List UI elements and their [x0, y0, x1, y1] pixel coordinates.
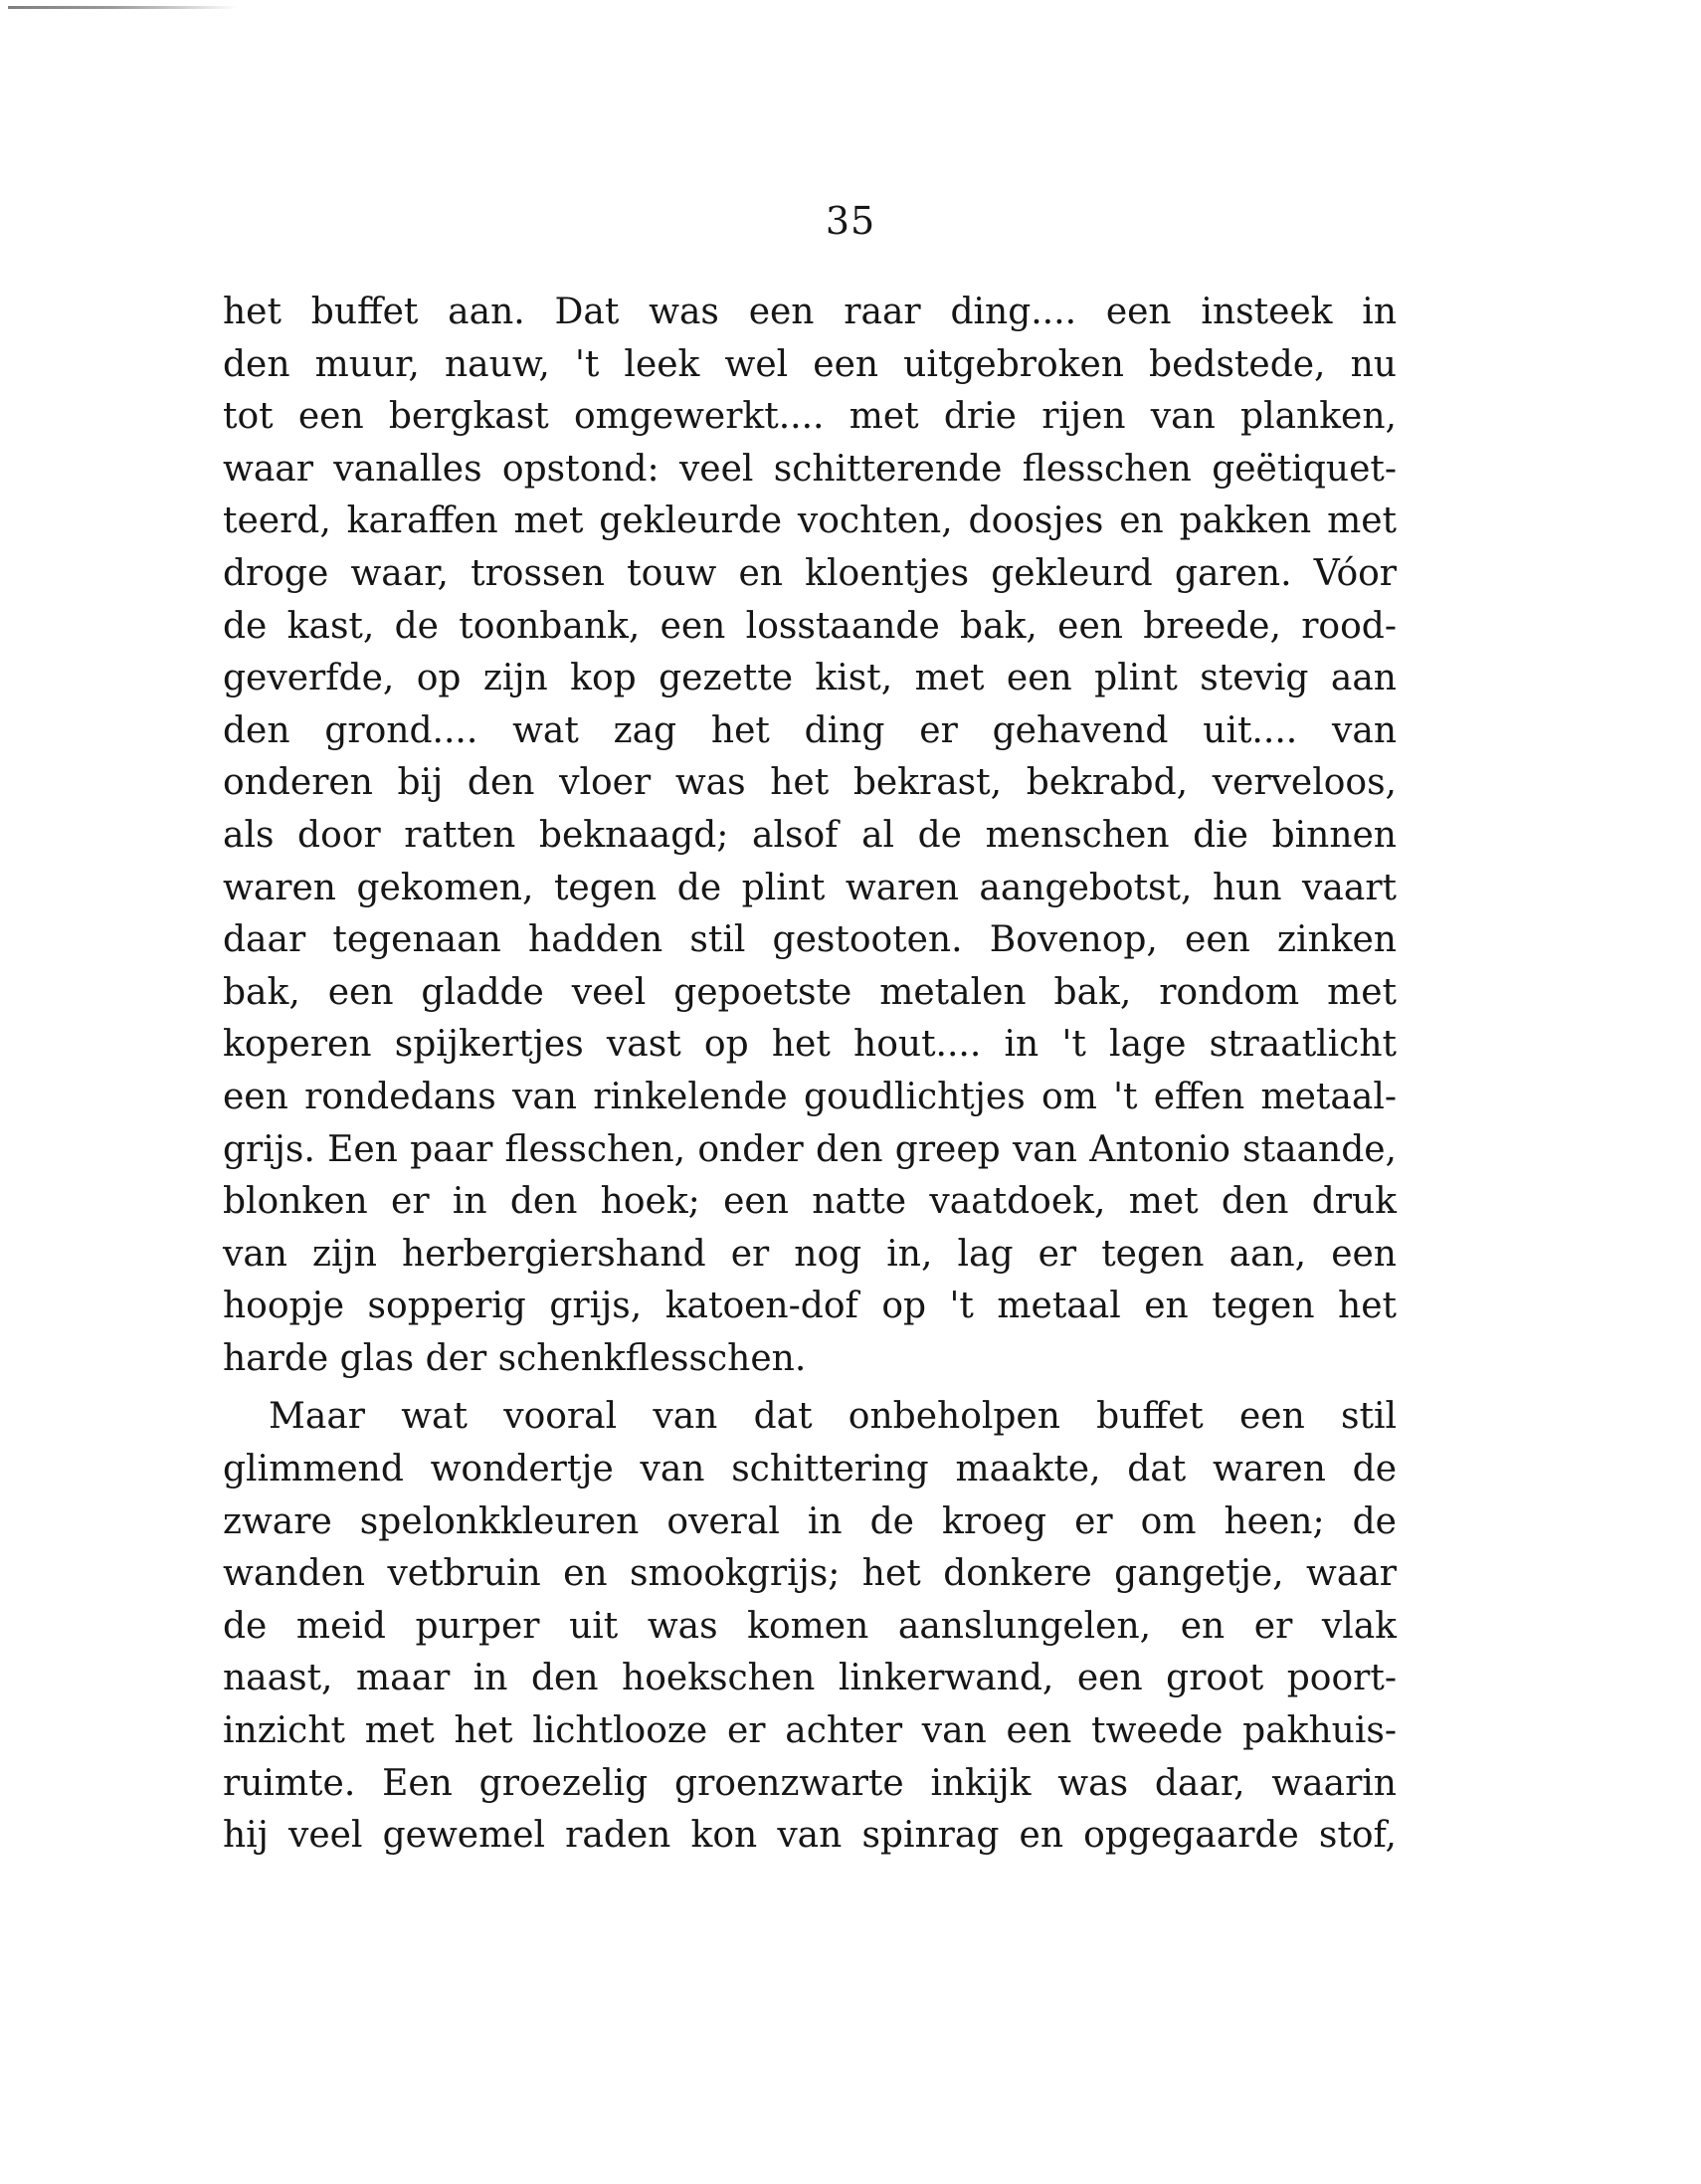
scan-edge-mark [8, 6, 237, 9]
body-text [223, 287, 1397, 1863]
text-line: inzicht met het lichtlooze er achter van een tweede pakhuis- [223, 1710, 1397, 1752]
text-line: bak, een gladde veel gepoetste metalen bak, rondom met [223, 971, 1397, 1013]
text-line: de meid purper uit was komen aanslungelen, en er vlak [223, 1605, 1397, 1647]
text-line: blonken er in den hoek; een natte vaatdoek, met den druk [223, 1181, 1397, 1223]
text-line: als door ratten beknaagd; alsof al de menschen die binnen [223, 814, 1397, 856]
text-line: ruimte. Een groezelig groenzwarte inkijk was daar, waarin [223, 1762, 1397, 1804]
text-line: onderen bij den vloer was het bekrast, bekrabd, verveloos, [223, 762, 1397, 804]
text-line: droge waar, trossen touw en kloentjes gekleurd garen. Vóor [223, 552, 1397, 594]
paragraph-1 [223, 287, 1397, 1385]
text-line: naast, maar in den hoekschen linkerwand, een groot poort- [223, 1658, 1397, 1699]
text-line: van zijn herbergiershand er nog in, lag er tegen aan, een [223, 1233, 1397, 1275]
text-line: glimmend wondertje van schittering maakte, dat waren de [223, 1449, 1397, 1490]
paragraph-2 [223, 1391, 1397, 1862]
text-line: de kast, de toonbank, een losstaande bak, een breede, rood- [223, 605, 1397, 647]
text-line: Maar wat vooral van dat onbeholpen buffet een stil [269, 1396, 1397, 1438]
text-line: tot een bergkast omgewerkt.... met drie rijen van planken, [223, 396, 1397, 438]
text-line: geverfde, op zijn kop gezette kist, met een plint stevig aan [223, 658, 1397, 699]
text-line: koperen spijkertjes vast op het hout.... in 't lage straatlicht [223, 1024, 1397, 1066]
text-line: hoopje sopperig grijs, katoen-dof op 't metaal en tegen het [223, 1286, 1397, 1327]
text-line: hij veel gewemel raden kon van spinrag en opgegaarde stof, [223, 1815, 1397, 1857]
page-number: 35 [825, 199, 876, 243]
text-line: zware spelonkkleuren overal in de kroeg er om heen; de [223, 1500, 1397, 1542]
text-line: den grond.... wat zag het ding er gehavend uit.... van [223, 709, 1397, 751]
text-line: het buffet aan. Dat was een raar ding.... een insteek in [223, 292, 1397, 332]
text-line: harde glas der schenkflesschen. [223, 1337, 807, 1379]
text-line: waren gekomen, tegen de plint waren aangebotst, hun vaart [223, 867, 1397, 908]
text-line: waar vanalles opstond: veel schitterende flesschen geëtiquet- [223, 448, 1397, 490]
text-line: teerd, karaffen met gekleurde vochten, doosjes en pakken met [223, 500, 1397, 542]
text-line: den muur, nauw, 't leek wel een uitgebroken bedstede, nu [223, 343, 1397, 385]
text-line: grijs. Een paar flesschen, onder den greep van Antonio staande, [223, 1128, 1397, 1170]
text-line: wanden vetbruin en smookgrijs; het donkere gangetje, waar [223, 1553, 1397, 1595]
text-line: daar tegenaan hadden stil gestooten. Bovenop, een zinken [223, 919, 1397, 961]
text-line: een rondedans van rinkelende goudlichtjes om 't effen metaal- [223, 1076, 1397, 1117]
